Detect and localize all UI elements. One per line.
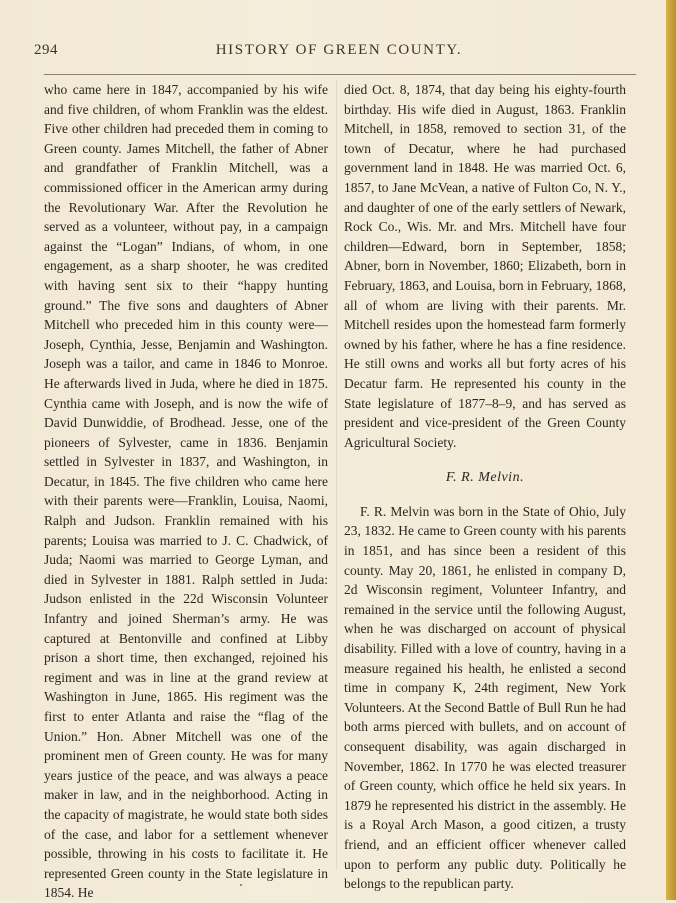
page-header bbox=[34, 42, 644, 64]
right-column bbox=[344, 80, 626, 894]
section-heading-melvin: F. R. Melvin. bbox=[445, 470, 525, 486]
page-edge-binding bbox=[666, 0, 676, 900]
paper-speck bbox=[240, 884, 242, 886]
left-paragraph: who came here in 1847, accompanied by his wife and five children, of whom Franklin was the eldest. Five other children had preceded them in coming to Green county. James Mitchell, the father of Abner and grandfather of Franklin Mitchell, was a commissioned officer in the American army during the Revolutionary War. After the Revolution he served as a volunteer, without pay, in a campaign against the “Logan” Indians, of whom, in one engagement, as a sharp shooter, he was credited with having sent six to their “happy hunting ground.” The five sons and daughters of Abner Mitchell who preceded him in this county were—Joseph, Cynthia, Jesse, Benjamin and Washington. Joseph was a tailor, and came in 1846 to Monroe. He afterwards lived in Juda, where he died in 1875. Cynthia came with Joseph, and is now the wife of David Dunwiddie, of Brodhead. Jesse, one of the pioneers of Sylvester, came in 1836. Benjamin settled in Sylvester in 1837, and Washington, in Decatur, in 1845. The five children who came here with their parents were—Franklin, Louisa, Naomi, Ralph and Judson. Franklin remained with his parents; Louisa was married to J. C. Chadwick, of Juda; Naomi was married to George Lyman, and died in Sylvester in 1881. Ralph settled in Juda: Judson enlisted in the 22d Wisconsin Volunteer Infantry and joined Sherman’s army. He was captured at Bentonville and confined at Libby prison a short time, then exchanged, rejoined his regiment and was in line at the grand review at Washington in June, 1865. His regiment was the first to enter Atlanta and raise the “flag of the Union.” Hon. Abner Mitchell was one of the prominent men of Green county. He was for many years justice of the peace, and was always a peace maker in law, and in the neighborhood. Acting in the capacity of magistrate, he would state both sides of the case, and labor for a settlement whenever possible, throwing in his costs to facilitate it. He represented Green county in the State legislature in 1854. He bbox=[44, 82, 328, 901]
page-number: 294 bbox=[34, 42, 58, 58]
left-column bbox=[44, 80, 328, 903]
right-paragraph-melvin: F. R. Melvin was born in the State of Ohio, July 23, 1832. He came to Green county with his parents in 1851, and has since been a resident of this county. May 20, 1861, he enlisted in company D, 2d Wisconsin regiment, Volunteer Infantry, and remained in the service until the following August, when he was discharged on account of physical disability. Filled with a love of country, having in a measure regained his health, he enlisted a second time in company K, 24th regiment, New York Volunteers. At the Second Battle of Bull Run he had both arms pierced with bullets, and on account of consequent disability, was again discharged in November, 1862. In 1770 he was elected treasurer of Green county, which office he held six years. In 1879 he represented his district in the assembly. He is a Royal Arch Mason, a good citizen, a trusty friend, and an efficient officer whenever called upon to perform any public duty. Politically he belongs to the republican party. bbox=[344, 503, 626, 892]
header-rule bbox=[44, 74, 636, 75]
running-title: HISTORY OF GREEN COUNTY. bbox=[215, 42, 463, 58]
right-paragraph-mitchell: died Oct. 8, 1874, that day being his eighty-fourth birthday. His wife died in August, 1863. Franklin Mitchell, in 1858, removed to section 31, of the town of Decatur, where he had purchased government land in 1848. He was married Oct. 6, 1857, to Jane McVean, a native of Fulton Co, N. Y., and daughter of one of the early settlers of Newark, Rock Co., Wis. Mr. and Mrs. Mitchell have four children—Edward, born in September, 1858; Abner, born in November, 1860; Elizabeth, born in February, 1863, and Louisa, born in February, 1868, all of whom are living with their parents. Mr. Mitchell resides upon the homestead farm formerly owned by his father, where he has a fine residence. He still owns and works all but forty acres of his Decatur farm. He represented his county in the State legislature of 1877–8–9, and has served as president and vice-president of the Green County Agricultural Society. bbox=[344, 82, 626, 450]
column-divider bbox=[336, 80, 337, 870]
